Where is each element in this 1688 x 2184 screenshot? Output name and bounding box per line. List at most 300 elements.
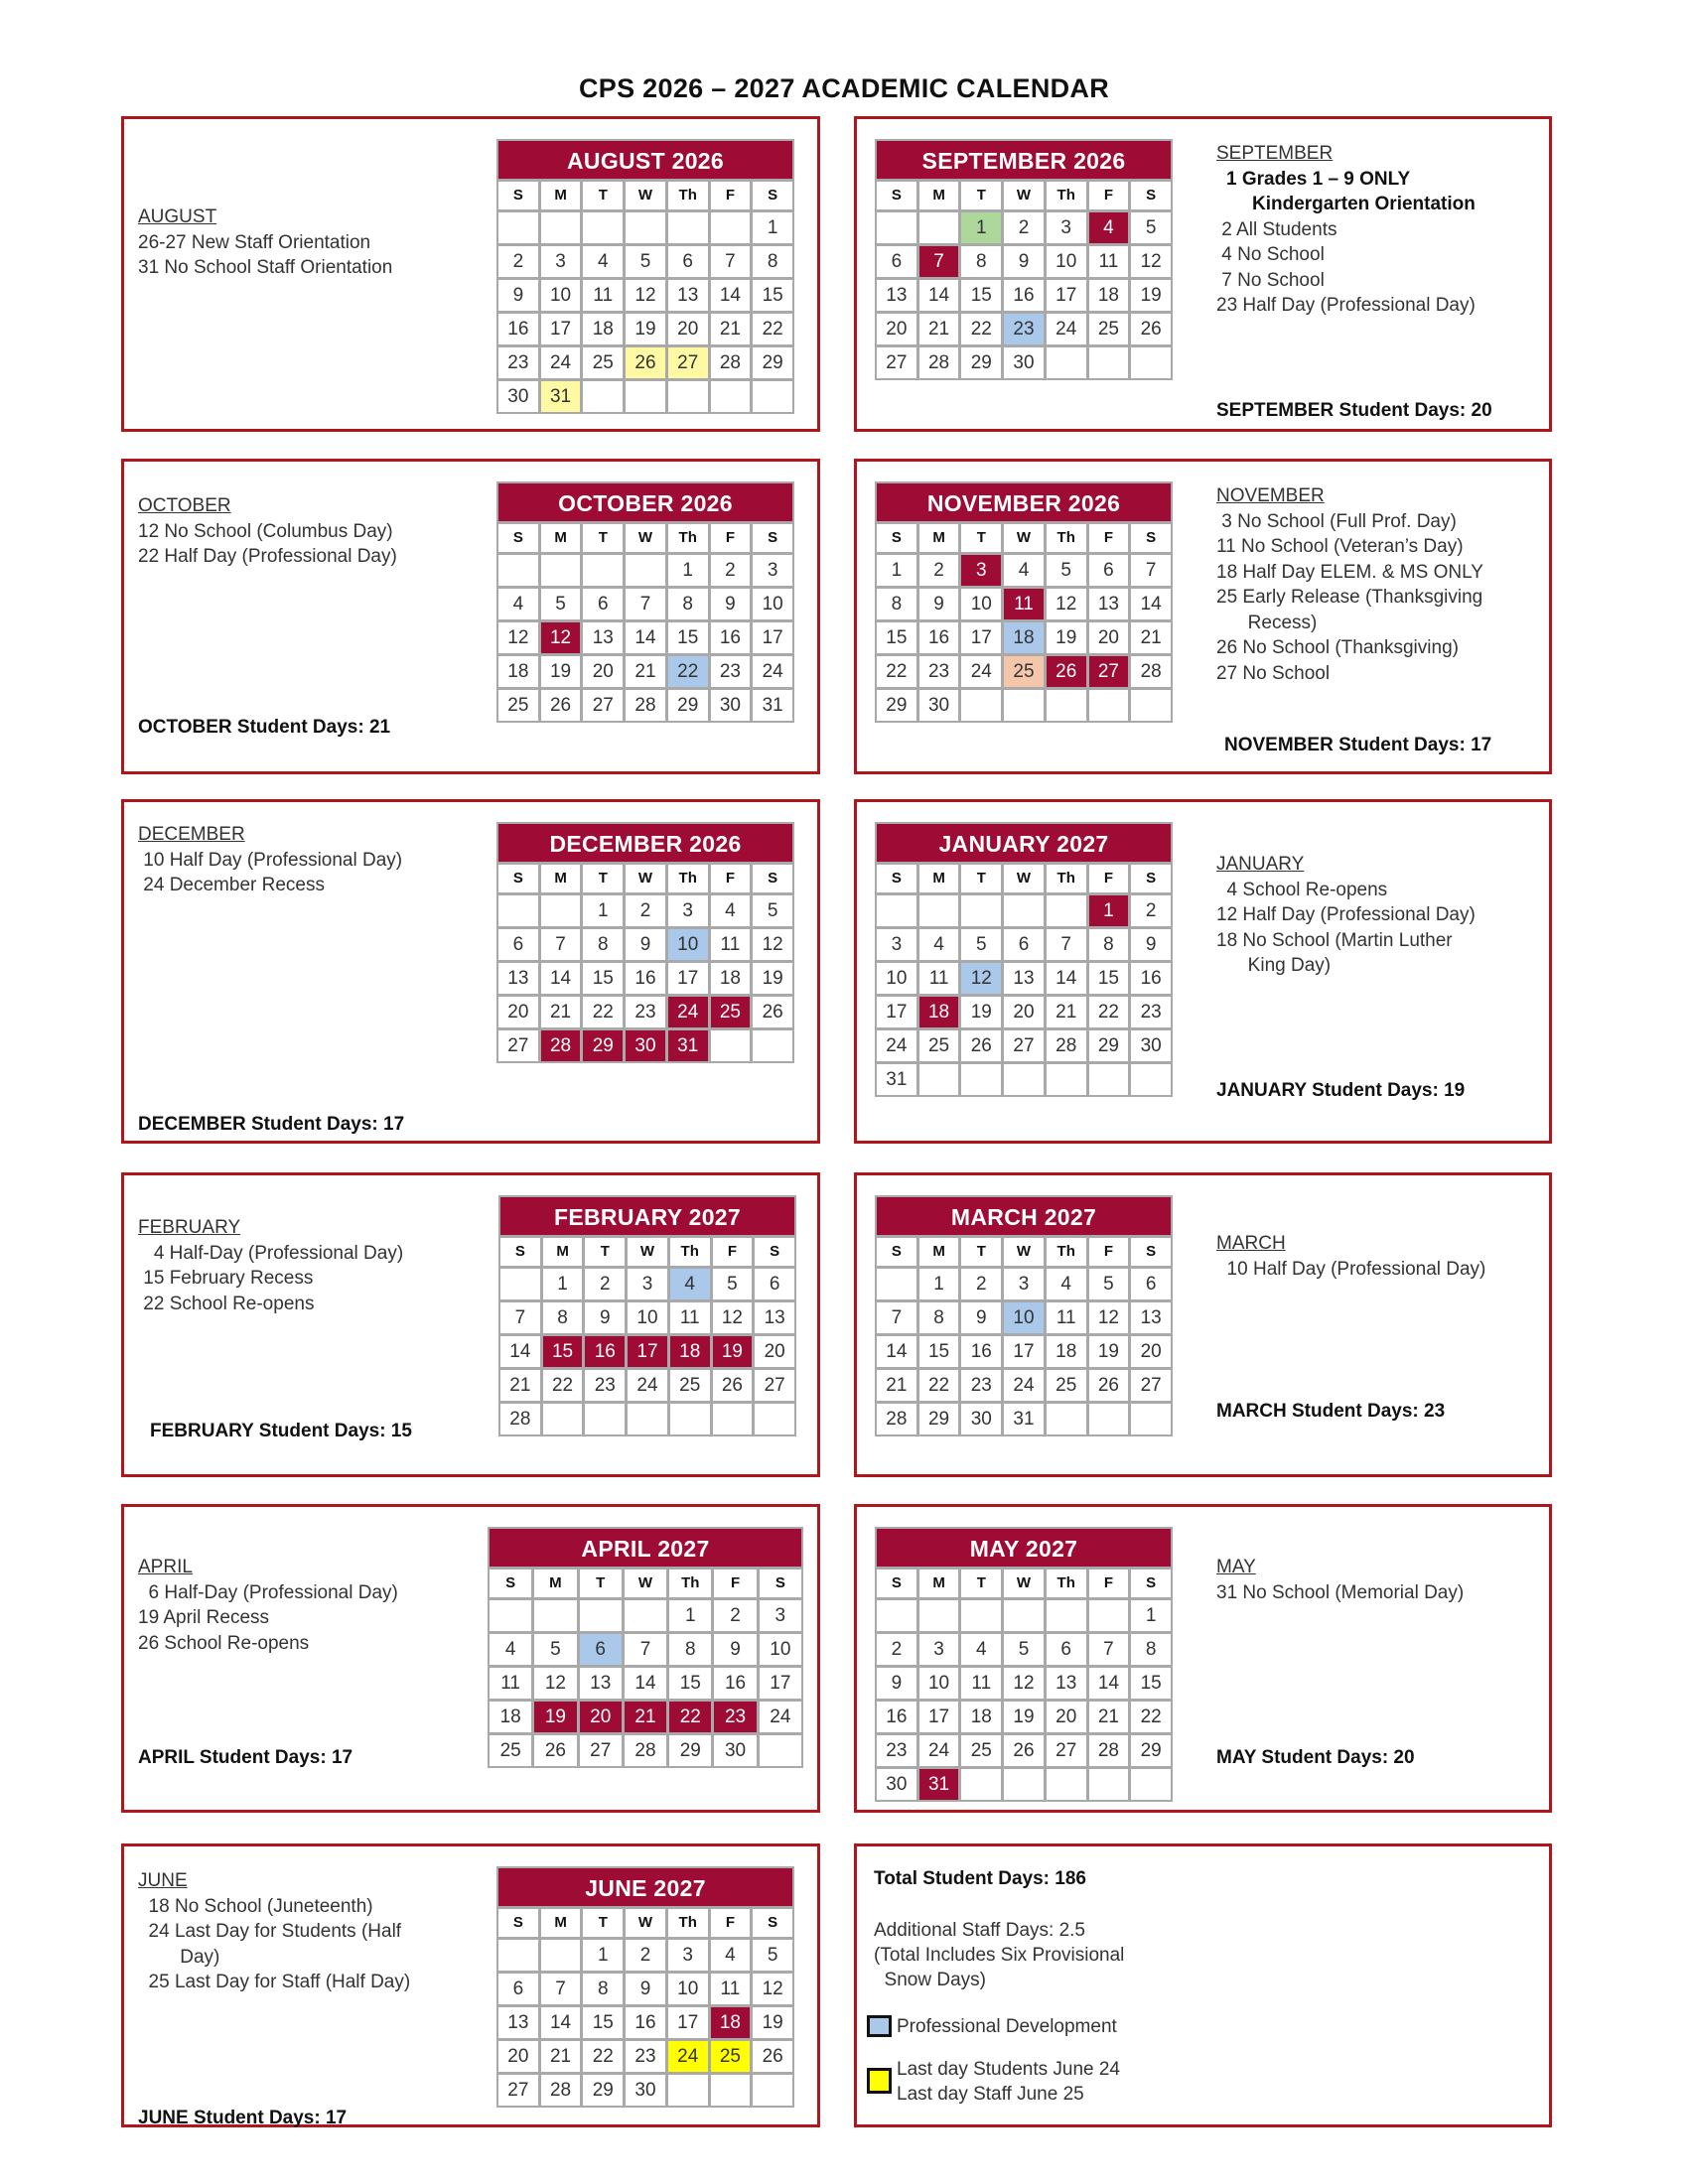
day-cell[interactable]: 17	[1004, 1336, 1044, 1367]
day-cell[interactable]: 27	[498, 1030, 538, 1061]
day-cell[interactable]: 29	[668, 690, 708, 721]
day-cell[interactable]: 30	[626, 2075, 665, 2106]
day-cell[interactable]: 23	[1004, 314, 1044, 344]
day-cell[interactable]: 10	[760, 1634, 801, 1665]
day-cell[interactable]: 5	[534, 1634, 576, 1665]
day-cell[interactable]: 6	[1004, 929, 1044, 960]
day-cell[interactable]: 2	[919, 555, 959, 586]
day-cell[interactable]: 8	[1131, 1634, 1171, 1665]
day-cell[interactable]: 26	[713, 1370, 753, 1401]
day-cell[interactable]: 14	[919, 280, 959, 311]
day-cell[interactable]: 26	[626, 347, 665, 378]
day-cell[interactable]: 1	[1089, 895, 1129, 926]
day-cell[interactable]: 2	[711, 555, 751, 586]
day-cell[interactable]: 10	[877, 963, 916, 994]
day-cell[interactable]: 4	[1089, 212, 1129, 243]
day-cell[interactable]: 2	[877, 1634, 916, 1665]
day-cell[interactable]: 30	[498, 381, 538, 412]
day-cell[interactable]: 1	[961, 212, 1001, 243]
day-cell[interactable]: 10	[919, 1668, 959, 1699]
day-cell[interactable]: 4	[711, 1940, 751, 1971]
day-cell[interactable]: 10	[668, 929, 708, 960]
day-cell[interactable]: 8	[753, 246, 792, 277]
day-cell[interactable]: 13	[583, 622, 623, 653]
day-cell[interactable]: 14	[541, 2007, 581, 2038]
day-cell[interactable]: 13	[498, 963, 538, 994]
day-cell[interactable]: 27	[580, 1735, 622, 1766]
day-cell[interactable]: 27	[1047, 1735, 1086, 1766]
day-cell[interactable]: 24	[541, 347, 581, 378]
day-cell[interactable]: 27	[498, 2075, 538, 2106]
day-cell[interactable]: 25	[498, 690, 538, 721]
day-cell[interactable]: 6	[1047, 1634, 1086, 1665]
day-cell[interactable]: 23	[711, 656, 751, 687]
day-cell[interactable]: 25	[1047, 1370, 1086, 1401]
day-cell[interactable]: 12	[753, 929, 792, 960]
day-cell[interactable]: 22	[1089, 997, 1129, 1027]
day-cell[interactable]: 11	[961, 1668, 1001, 1699]
day-cell[interactable]: 27	[1089, 656, 1129, 687]
day-cell[interactable]: 31	[877, 1064, 916, 1095]
day-cell[interactable]: 5	[753, 895, 792, 926]
day-cell[interactable]: 15	[919, 1336, 959, 1367]
day-cell[interactable]: 22	[668, 656, 708, 687]
day-cell[interactable]: 24	[760, 1702, 801, 1732]
day-cell[interactable]: 18	[583, 314, 623, 344]
day-cell[interactable]: 13	[1089, 589, 1129, 619]
day-cell[interactable]: 20	[1047, 1702, 1086, 1732]
day-cell[interactable]: 18	[711, 963, 751, 994]
day-cell[interactable]: 14	[626, 622, 665, 653]
day-cell[interactable]: 10	[541, 280, 581, 311]
day-cell[interactable]: 26	[961, 1030, 1001, 1061]
day-cell[interactable]: 8	[1089, 929, 1129, 960]
day-cell[interactable]: 8	[877, 589, 916, 619]
day-cell[interactable]: 25	[490, 1735, 531, 1766]
day-cell[interactable]: 22	[583, 997, 623, 1027]
day-cell[interactable]: 23	[961, 1370, 1001, 1401]
day-cell[interactable]: 10	[668, 1974, 708, 2004]
day-cell[interactable]: 19	[961, 997, 1001, 1027]
day-cell[interactable]: 18	[490, 1702, 531, 1732]
day-cell[interactable]: 2	[714, 1600, 756, 1631]
day-cell[interactable]: 28	[1047, 1030, 1086, 1061]
day-cell[interactable]: 15	[669, 1668, 711, 1699]
day-cell[interactable]: 29	[583, 2075, 623, 2106]
day-cell[interactable]: 18	[1047, 1336, 1086, 1367]
day-cell[interactable]: 22	[877, 656, 916, 687]
day-cell[interactable]: 7	[711, 246, 751, 277]
day-cell[interactable]: 29	[919, 1404, 959, 1434]
day-cell[interactable]: 24	[877, 1030, 916, 1061]
day-cell[interactable]: 22	[1131, 1702, 1171, 1732]
day-cell[interactable]: 8	[543, 1302, 583, 1333]
day-cell[interactable]: 16	[919, 622, 959, 653]
day-cell[interactable]: 11	[1047, 1302, 1086, 1333]
day-cell[interactable]: 30	[626, 1030, 665, 1061]
day-cell[interactable]: 3	[760, 1600, 801, 1631]
day-cell[interactable]: 8	[583, 929, 623, 960]
day-cell[interactable]: 6	[583, 589, 623, 619]
day-cell[interactable]: 7	[541, 929, 581, 960]
day-cell[interactable]: 28	[541, 1030, 581, 1061]
day-cell[interactable]: 26	[1047, 656, 1086, 687]
day-cell[interactable]: 26	[1004, 1735, 1044, 1766]
day-cell[interactable]: 26	[753, 997, 792, 1027]
day-cell[interactable]: 6	[498, 1974, 538, 2004]
day-cell[interactable]: 2	[626, 1940, 665, 1971]
day-cell[interactable]: 18	[498, 656, 538, 687]
day-cell[interactable]: 20	[755, 1336, 794, 1367]
day-cell[interactable]: 18	[670, 1336, 710, 1367]
day-cell[interactable]: 19	[1089, 1336, 1129, 1367]
day-cell[interactable]: 5	[1131, 212, 1171, 243]
day-cell[interactable]: 31	[541, 381, 581, 412]
day-cell[interactable]: 6	[877, 246, 916, 277]
day-cell[interactable]: 26	[541, 690, 581, 721]
day-cell[interactable]: 15	[961, 280, 1001, 311]
day-cell[interactable]: 26	[1089, 1370, 1129, 1401]
day-cell[interactable]: 10	[961, 589, 1001, 619]
day-cell[interactable]: 12	[626, 280, 665, 311]
day-cell[interactable]: 22	[961, 314, 1001, 344]
day-cell[interactable]: 30	[711, 690, 751, 721]
day-cell[interactable]: 12	[541, 622, 581, 653]
day-cell[interactable]: 16	[585, 1336, 625, 1367]
day-cell[interactable]: 16	[877, 1702, 916, 1732]
day-cell[interactable]: 3	[919, 1634, 959, 1665]
day-cell[interactable]: 23	[919, 656, 959, 687]
day-cell[interactable]: 15	[583, 2007, 623, 2038]
day-cell[interactable]: 29	[583, 1030, 623, 1061]
day-cell[interactable]: 5	[626, 246, 665, 277]
day-cell[interactable]: 24	[1004, 1370, 1044, 1401]
day-cell[interactable]: 17	[668, 2007, 708, 2038]
day-cell[interactable]: 23	[714, 1702, 756, 1732]
day-cell[interactable]: 25	[670, 1370, 710, 1401]
day-cell[interactable]: 30	[877, 1769, 916, 1800]
day-cell[interactable]: 12	[753, 1974, 792, 2004]
day-cell[interactable]: 24	[961, 656, 1001, 687]
day-cell[interactable]: 15	[668, 622, 708, 653]
day-cell[interactable]: 1	[583, 1940, 623, 1971]
day-cell[interactable]: 28	[919, 347, 959, 378]
day-cell[interactable]: 28	[1089, 1735, 1129, 1766]
day-cell[interactable]: 5	[1004, 1634, 1044, 1665]
day-cell[interactable]: 1	[919, 1269, 959, 1299]
day-cell[interactable]: 28	[711, 347, 751, 378]
day-cell[interactable]: 14	[877, 1336, 916, 1367]
day-cell[interactable]: 15	[753, 280, 792, 311]
day-cell[interactable]: 15	[583, 963, 623, 994]
day-cell[interactable]: 20	[1131, 1336, 1171, 1367]
day-cell[interactable]: 4	[1047, 1269, 1086, 1299]
day-cell[interactable]: 19	[1047, 622, 1086, 653]
day-cell[interactable]: 28	[625, 1735, 666, 1766]
day-cell[interactable]: 4	[670, 1269, 710, 1299]
day-cell[interactable]: 21	[500, 1370, 540, 1401]
day-cell[interactable]: 22	[669, 1702, 711, 1732]
day-cell[interactable]: 14	[1131, 589, 1171, 619]
day-cell[interactable]: 8	[583, 1974, 623, 2004]
day-cell[interactable]: 15	[877, 622, 916, 653]
day-cell[interactable]: 1	[1131, 1600, 1171, 1631]
day-cell[interactable]: 9	[1004, 246, 1044, 277]
day-cell[interactable]: 19	[534, 1702, 576, 1732]
day-cell[interactable]: 24	[1047, 314, 1086, 344]
day-cell[interactable]: 11	[583, 280, 623, 311]
day-cell[interactable]: 6	[1131, 1269, 1171, 1299]
day-cell[interactable]: 19	[1131, 280, 1171, 311]
day-cell[interactable]: 21	[626, 656, 665, 687]
day-cell[interactable]: 7	[1089, 1634, 1129, 1665]
day-cell[interactable]: 4	[1004, 555, 1044, 586]
day-cell[interactable]: 2	[626, 895, 665, 926]
day-cell[interactable]: 4	[711, 895, 751, 926]
day-cell[interactable]: 31	[753, 690, 792, 721]
day-cell[interactable]: 25	[583, 347, 623, 378]
day-cell[interactable]: 15	[1089, 963, 1129, 994]
day-cell[interactable]: 5	[1089, 1269, 1129, 1299]
day-cell[interactable]: 8	[669, 1634, 711, 1665]
day-cell[interactable]: 10	[1004, 1302, 1044, 1333]
day-cell[interactable]: 13	[668, 280, 708, 311]
day-cell[interactable]: 7	[500, 1302, 540, 1333]
day-cell[interactable]: 3	[1047, 212, 1086, 243]
day-cell[interactable]: 21	[1047, 997, 1086, 1027]
day-cell[interactable]: 3	[753, 555, 792, 586]
day-cell[interactable]: 2	[585, 1269, 625, 1299]
day-cell[interactable]: 20	[1089, 622, 1129, 653]
day-cell[interactable]: 19	[753, 963, 792, 994]
day-cell[interactable]: 19	[753, 2007, 792, 2038]
day-cell[interactable]: 19	[1004, 1702, 1044, 1732]
day-cell[interactable]: 25	[961, 1735, 1001, 1766]
day-cell[interactable]: 13	[755, 1302, 794, 1333]
day-cell[interactable]: 22	[753, 314, 792, 344]
day-cell[interactable]: 11	[1089, 246, 1129, 277]
day-cell[interactable]: 1	[668, 555, 708, 586]
day-cell[interactable]: 21	[625, 1702, 666, 1732]
day-cell[interactable]: 3	[961, 555, 1001, 586]
day-cell[interactable]: 21	[711, 314, 751, 344]
day-cell[interactable]: 20	[498, 2041, 538, 2072]
day-cell[interactable]: 20	[1004, 997, 1044, 1027]
day-cell[interactable]: 22	[583, 2041, 623, 2072]
day-cell[interactable]: 19	[626, 314, 665, 344]
day-cell[interactable]: 28	[877, 1404, 916, 1434]
day-cell[interactable]: 21	[541, 2041, 581, 2072]
day-cell[interactable]: 16	[498, 314, 538, 344]
day-cell[interactable]: 11	[1004, 589, 1044, 619]
day-cell[interactable]: 11	[711, 929, 751, 960]
day-cell[interactable]: 3	[1004, 1269, 1044, 1299]
day-cell[interactable]: 14	[1047, 963, 1086, 994]
day-cell[interactable]: 5	[1047, 555, 1086, 586]
day-cell[interactable]: 30	[1004, 347, 1044, 378]
day-cell[interactable]: 2	[498, 246, 538, 277]
day-cell[interactable]: 13	[1131, 1302, 1171, 1333]
day-cell[interactable]: 30	[1131, 1030, 1171, 1061]
day-cell[interactable]: 5	[713, 1269, 753, 1299]
day-cell[interactable]: 6	[498, 929, 538, 960]
day-cell[interactable]: 17	[760, 1668, 801, 1699]
day-cell[interactable]: 24	[668, 997, 708, 1027]
day-cell[interactable]: 1	[669, 1600, 711, 1631]
day-cell[interactable]: 9	[1131, 929, 1171, 960]
day-cell[interactable]: 16	[1004, 280, 1044, 311]
day-cell[interactable]: 10	[628, 1302, 667, 1333]
day-cell[interactable]: 18	[961, 1702, 1001, 1732]
day-cell[interactable]: 14	[500, 1336, 540, 1367]
day-cell[interactable]: 9	[919, 589, 959, 619]
day-cell[interactable]: 25	[711, 997, 751, 1027]
day-cell[interactable]: 27	[877, 347, 916, 378]
day-cell[interactable]: 12	[534, 1668, 576, 1699]
day-cell[interactable]: 21	[1131, 622, 1171, 653]
day-cell[interactable]: 13	[498, 2007, 538, 2038]
day-cell[interactable]: 20	[877, 314, 916, 344]
day-cell[interactable]: 9	[961, 1302, 1001, 1333]
day-cell[interactable]: 3	[628, 1269, 667, 1299]
day-cell[interactable]: 27	[755, 1370, 794, 1401]
day-cell[interactable]: 3	[877, 929, 916, 960]
day-cell[interactable]: 23	[498, 347, 538, 378]
day-cell[interactable]: 24	[753, 656, 792, 687]
day-cell[interactable]: 8	[668, 589, 708, 619]
day-cell[interactable]: 21	[877, 1370, 916, 1401]
day-cell[interactable]: 2	[1004, 212, 1044, 243]
day-cell[interactable]: 11	[670, 1302, 710, 1333]
day-cell[interactable]: 27	[583, 690, 623, 721]
day-cell[interactable]: 26	[534, 1735, 576, 1766]
day-cell[interactable]: 29	[877, 690, 916, 721]
day-cell[interactable]: 26	[753, 2041, 792, 2072]
day-cell[interactable]: 12	[1131, 246, 1171, 277]
day-cell[interactable]: 4	[498, 589, 538, 619]
day-cell[interactable]: 29	[669, 1735, 711, 1766]
day-cell[interactable]: 1	[753, 212, 792, 243]
day-cell[interactable]: 4	[919, 929, 959, 960]
day-cell[interactable]: 7	[1047, 929, 1086, 960]
day-cell[interactable]: 21	[1089, 1702, 1129, 1732]
day-cell[interactable]: 9	[714, 1634, 756, 1665]
day-cell[interactable]: 7	[919, 246, 959, 277]
day-cell[interactable]: 12	[498, 622, 538, 653]
day-cell[interactable]: 27	[668, 347, 708, 378]
day-cell[interactable]: 17	[668, 963, 708, 994]
day-cell[interactable]: 16	[626, 963, 665, 994]
day-cell[interactable]: 20	[583, 656, 623, 687]
day-cell[interactable]: 23	[585, 1370, 625, 1401]
day-cell[interactable]: 12	[961, 963, 1001, 994]
day-cell[interactable]: 10	[1047, 246, 1086, 277]
day-cell[interactable]: 24	[668, 2041, 708, 2072]
day-cell[interactable]: 29	[1131, 1735, 1171, 1766]
day-cell[interactable]: 11	[919, 963, 959, 994]
day-cell[interactable]: 21	[541, 997, 581, 1027]
day-cell[interactable]: 9	[877, 1668, 916, 1699]
day-cell[interactable]: 24	[628, 1370, 667, 1401]
day-cell[interactable]: 17	[1047, 280, 1086, 311]
day-cell[interactable]: 23	[877, 1735, 916, 1766]
day-cell[interactable]: 31	[919, 1769, 959, 1800]
day-cell[interactable]: 18	[919, 997, 959, 1027]
day-cell[interactable]: 19	[541, 656, 581, 687]
day-cell[interactable]: 16	[714, 1668, 756, 1699]
day-cell[interactable]: 20	[498, 997, 538, 1027]
day-cell[interactable]: 1	[583, 895, 623, 926]
day-cell[interactable]: 6	[668, 246, 708, 277]
day-cell[interactable]: 17	[541, 314, 581, 344]
day-cell[interactable]: 23	[626, 997, 665, 1027]
day-cell[interactable]: 15	[1131, 1668, 1171, 1699]
day-cell[interactable]: 16	[626, 2007, 665, 2038]
day-cell[interactable]: 12	[1047, 589, 1086, 619]
day-cell[interactable]: 9	[626, 1974, 665, 2004]
day-cell[interactable]: 9	[711, 589, 751, 619]
day-cell[interactable]: 12	[713, 1302, 753, 1333]
day-cell[interactable]: 11	[711, 1974, 751, 2004]
day-cell[interactable]: 4	[490, 1634, 531, 1665]
day-cell[interactable]: 6	[755, 1269, 794, 1299]
day-cell[interactable]: 18	[711, 2007, 751, 2038]
day-cell[interactable]: 6	[580, 1634, 622, 1665]
day-cell[interactable]: 13	[580, 1668, 622, 1699]
day-cell[interactable]: 24	[919, 1735, 959, 1766]
day-cell[interactable]: 23	[1131, 997, 1171, 1027]
day-cell[interactable]: 8	[919, 1302, 959, 1333]
day-cell[interactable]: 17	[961, 622, 1001, 653]
day-cell[interactable]: 18	[1004, 622, 1044, 653]
day-cell[interactable]: 8	[961, 246, 1001, 277]
day-cell[interactable]: 21	[919, 314, 959, 344]
day-cell[interactable]: 29	[753, 347, 792, 378]
day-cell[interactable]: 7	[625, 1634, 666, 1665]
day-cell[interactable]: 6	[1089, 555, 1129, 586]
day-cell[interactable]: 31	[668, 1030, 708, 1061]
day-cell[interactable]: 3	[668, 1940, 708, 1971]
day-cell[interactable]: 17	[919, 1702, 959, 1732]
day-cell[interactable]: 30	[919, 690, 959, 721]
day-cell[interactable]: 4	[583, 246, 623, 277]
day-cell[interactable]: 27	[1004, 1030, 1044, 1061]
day-cell[interactable]: 16	[1131, 963, 1171, 994]
day-cell[interactable]: 13	[1047, 1668, 1086, 1699]
day-cell[interactable]: 9	[626, 929, 665, 960]
day-cell[interactable]: 27	[1131, 1370, 1171, 1401]
day-cell[interactable]: 30	[961, 1404, 1001, 1434]
day-cell[interactable]: 18	[1089, 280, 1129, 311]
day-cell[interactable]: 13	[877, 280, 916, 311]
day-cell[interactable]: 25	[1089, 314, 1129, 344]
day-cell[interactable]: 4	[961, 1634, 1001, 1665]
day-cell[interactable]: 28	[626, 690, 665, 721]
day-cell[interactable]: 5	[753, 1940, 792, 1971]
day-cell[interactable]: 12	[1089, 1302, 1129, 1333]
day-cell[interactable]: 30	[714, 1735, 756, 1766]
day-cell[interactable]: 7	[1131, 555, 1171, 586]
day-cell[interactable]: 26	[1131, 314, 1171, 344]
day-cell[interactable]: 9	[585, 1302, 625, 1333]
day-cell[interactable]: 1	[543, 1269, 583, 1299]
day-cell[interactable]: 2	[1131, 895, 1171, 926]
day-cell[interactable]: 25	[919, 1030, 959, 1061]
day-cell[interactable]: 3	[668, 895, 708, 926]
day-cell[interactable]: 1	[877, 555, 916, 586]
day-cell[interactable]: 28	[541, 2075, 581, 2106]
day-cell[interactable]: 19	[713, 1336, 753, 1367]
